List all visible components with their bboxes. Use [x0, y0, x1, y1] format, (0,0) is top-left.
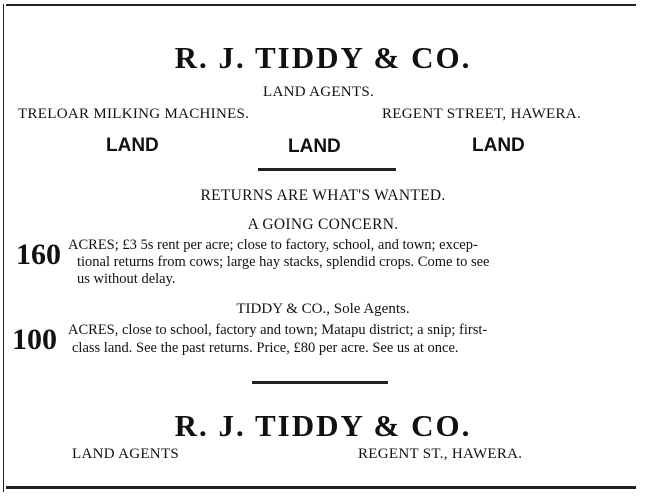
listing-100-line-1: ACRES, close to school, factory and town; Matapu district; a snip; first-: [68, 322, 488, 338]
tagline: A GOING CONCERN.: [247, 216, 399, 233]
land-label-right: LAND: [472, 135, 525, 156]
listing-160-acres-number: 160: [16, 238, 61, 271]
land-label-center: LAND: [288, 136, 341, 157]
sole-agents-line: TIDDY & CO., Sole Agents.: [236, 301, 410, 317]
bottom-border: [6, 486, 636, 489]
footer-land-agents: LAND AGENTS: [72, 446, 180, 462]
footer-regent-street: REGENT ST., HAWERA.: [358, 446, 523, 462]
listing-100-acres-number: 100: [12, 323, 57, 356]
divider-rule-2: [252, 381, 388, 384]
top-border: [6, 4, 636, 6]
divider-rule-1: [258, 168, 396, 171]
land-agents-subtitle: LAND AGENTS.: [263, 84, 375, 100]
listing-100-line-2: class land. See the past returns. Price, £80 per acre. See us at once.: [72, 340, 459, 356]
slogan: RETURNS ARE WHAT'S WANTED.: [200, 187, 446, 204]
firm-name-footer: R. J. TIDDY & CO.: [174, 408, 472, 443]
listing-160-line-2: tional returns from cows; large hay stacks, splendid crops. Come to see: [77, 254, 490, 270]
listing-160-line-3: us without delay.: [77, 271, 176, 287]
firm-name-header: R. J. TIDDY & CO.: [174, 40, 472, 75]
treloar-line: TRELOAR MILKING MACHINES.: [18, 106, 250, 122]
listing-160-line-1: ACRES; £3 5s rent per acre; close to factory, school, and town; excep-: [68, 237, 478, 253]
regent-street-line: REGENT STREET, HAWERA.: [382, 106, 581, 122]
land-label-left: LAND: [106, 135, 159, 156]
